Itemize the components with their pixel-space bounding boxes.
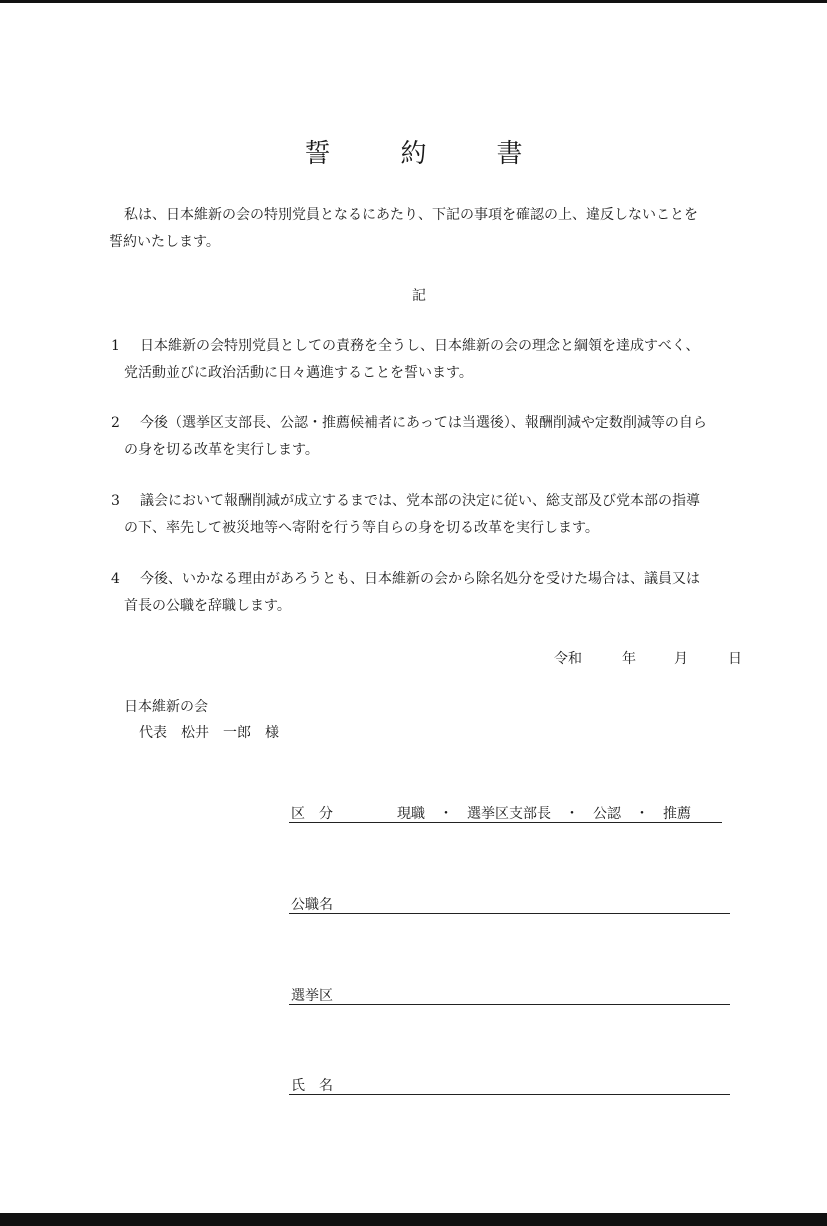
item-line: の身を切る改革を実行します。 — [124, 442, 319, 458]
addressee-name: 代表 松井 一郎 様 — [139, 725, 279, 741]
item-number: 1 — [111, 338, 120, 354]
bottom-border — [0, 1213, 827, 1226]
category-label: 区 分 — [291, 806, 333, 822]
item-line: の下、率先して被災地等へ寄附を行う等自らの身を切る改革を実行します。 — [124, 520, 599, 536]
office-field[interactable] — [289, 894, 730, 914]
intro-line-1: 私は、日本維新の会の特別党員となるにあたり、下記の事項を確認の上、違反しないことを — [124, 207, 698, 223]
date-month[interactable]: 月 — [674, 651, 688, 667]
date-year[interactable]: 年 — [622, 651, 636, 667]
underline — [289, 1004, 730, 1005]
underline — [289, 913, 730, 914]
item-line: 議会において報酬削減が成立するまでは、党本部の決定に従い、総支部及び党本部の指導 — [140, 493, 700, 509]
document-title: 誓 約 書 — [304, 139, 545, 169]
item-line: 党活動並びに政治活動に日々邁進することを誓います。 — [124, 365, 473, 381]
underline — [289, 1094, 730, 1095]
name-field[interactable] — [289, 1075, 730, 1095]
category-options[interactable]: 現職 ・ 選挙区支部長 ・ 公認 ・ 推薦 — [397, 806, 691, 822]
date-row — [554, 648, 744, 668]
underline — [289, 822, 722, 823]
district-label: 選挙区 — [291, 988, 333, 1004]
date-era: 令和 — [554, 651, 582, 667]
office-label: 公職名 — [291, 897, 333, 913]
item-number: 2 — [111, 415, 120, 431]
item-line: 首長の公職を辞職します。 — [124, 598, 291, 614]
item-number: 3 — [111, 493, 120, 509]
addressee-org: 日本維新の会 — [124, 699, 208, 715]
ki-heading: 記 — [412, 288, 426, 304]
category-field[interactable] — [289, 803, 722, 823]
top-border — [0, 0, 827, 3]
item-line: 今後、いかなる理由があろうとも、日本維新の会から除名処分を受けた場合は、議員又は — [140, 571, 700, 587]
date-day[interactable]: 日 — [728, 651, 742, 667]
district-field[interactable] — [289, 985, 730, 1005]
item-number: 4 — [111, 571, 120, 587]
item-line: 日本維新の会特別党員としての責務を全うし、日本維新の会の理念と綱領を達成すべく、 — [140, 338, 700, 354]
item-line: 今後（選挙区支部長、公認・推薦候補者にあっては当選後）、報酬削減や定数削減等の自ら — [140, 415, 707, 431]
intro-line-2: 誓約いたします。 — [109, 234, 220, 250]
name-label: 氏 名 — [291, 1078, 333, 1094]
